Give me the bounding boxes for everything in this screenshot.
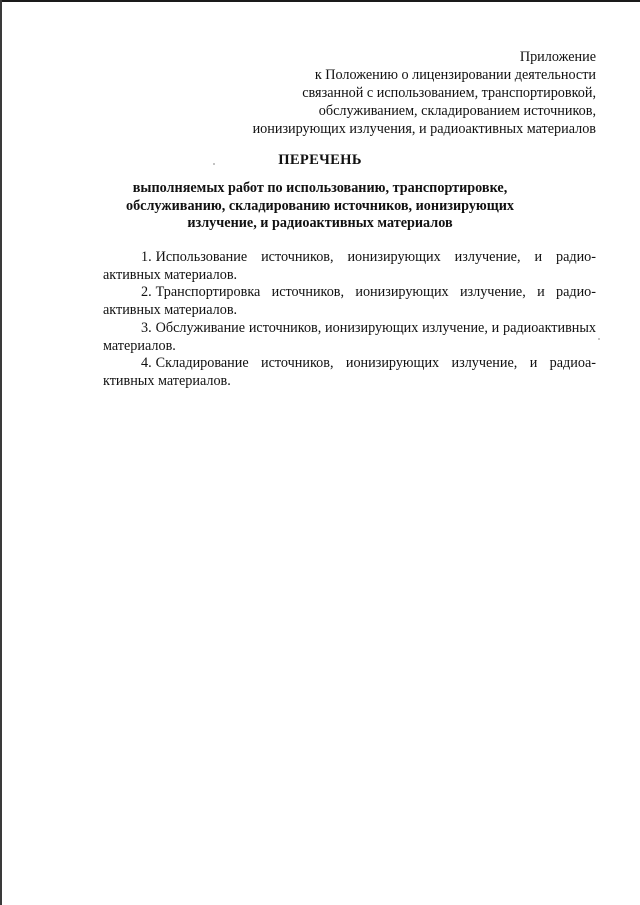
scan-speck bbox=[598, 338, 600, 340]
annex-line: к Положению о лицензировании деятельности bbox=[314, 67, 596, 84]
scan-left-edge bbox=[0, 0, 2, 905]
list-item bbox=[103, 249, 596, 284]
item-number: 3. bbox=[141, 319, 152, 336]
annex-line: обслуживанием, складированием источников, bbox=[318, 103, 596, 120]
list-item bbox=[103, 355, 596, 390]
item-text: Транспортировка источников, ионизирующих излучение, и радио-активных материалов. bbox=[103, 284, 596, 319]
list-item bbox=[103, 284, 596, 319]
list-item bbox=[103, 320, 596, 355]
item-number: 1. bbox=[141, 249, 152, 265]
annex-line: связанной с использованием, транспортировкой, bbox=[302, 85, 596, 102]
annex-line: ионизирующих излучения, и радиоактивных материалов bbox=[252, 121, 596, 138]
subtitle-line: обслуживанию, складированию источников, ионизирующих bbox=[125, 197, 515, 214]
subtitle-line: выполняемых работ по использованию, транспортировке, bbox=[132, 180, 508, 196]
item-text: Использование источников, ионизирующих излучение, и радио-активных материалов. bbox=[103, 249, 596, 283]
subtitle-line: излучение, и радиоактивных материалов bbox=[187, 215, 453, 232]
item-number: 2. bbox=[141, 284, 152, 301]
item-number: 4. bbox=[141, 355, 152, 372]
annex-line: Приложение bbox=[519, 49, 596, 65]
item-text: Складирование источников, ионизирующих излучение, и радиоа-ктивных материалов. bbox=[103, 355, 596, 389]
item-text: Обслуживание источников, ионизирующих излучение, и радиоактивных материалов. bbox=[103, 319, 596, 354]
document-subtitle bbox=[80, 180, 560, 233]
scan-speck bbox=[213, 163, 215, 165]
scan-top-edge bbox=[0, 0, 640, 2]
document-title: ПЕРЕЧЕНЬ bbox=[278, 152, 362, 168]
annex-header bbox=[196, 48, 596, 138]
works-list bbox=[103, 249, 596, 391]
